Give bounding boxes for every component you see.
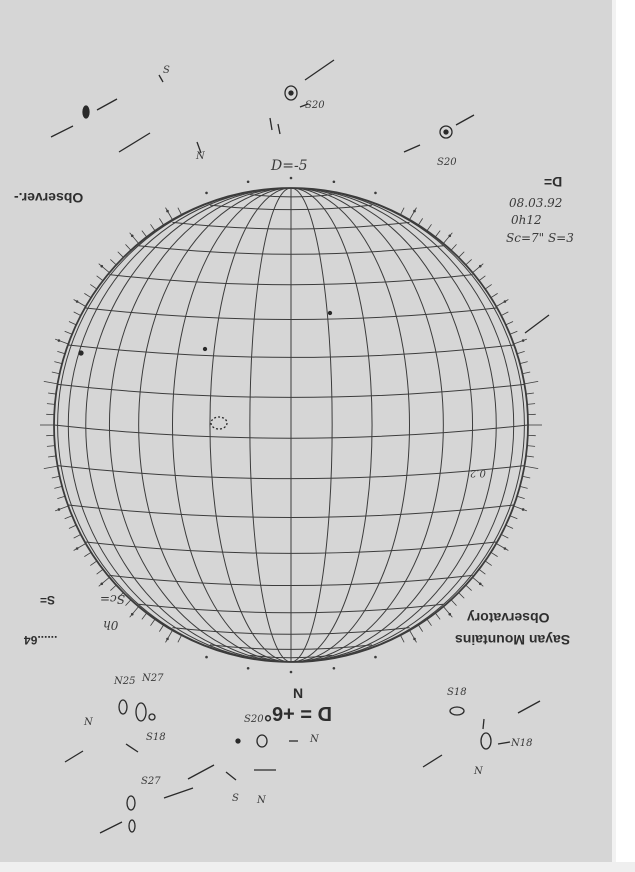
limb-tick bbox=[473, 577, 484, 586]
limb-dot bbox=[100, 582, 103, 585]
limb-dot bbox=[333, 180, 336, 183]
sketch-stroke bbox=[164, 788, 193, 798]
limb-tick bbox=[485, 284, 492, 289]
sketch-stroke bbox=[525, 315, 549, 333]
bottom-pole-n: N bbox=[293, 685, 304, 701]
limb-dot bbox=[448, 234, 451, 237]
limb-tick bbox=[54, 362, 62, 364]
limb-tick bbox=[506, 321, 513, 324]
limb-tick bbox=[47, 446, 55, 447]
limb-tick bbox=[74, 534, 81, 538]
sketch-stroke bbox=[305, 60, 334, 80]
disk-mark bbox=[79, 351, 83, 355]
observation-time: 0h12 bbox=[511, 213, 542, 227]
limb-tick bbox=[459, 593, 465, 599]
sketch-stroke bbox=[456, 115, 474, 125]
longitude-meridian bbox=[291, 188, 496, 662]
sketch-stroke bbox=[498, 742, 510, 744]
label-s5: S bbox=[163, 65, 170, 76]
limb-tick bbox=[52, 476, 60, 478]
sketch-stroke bbox=[65, 751, 83, 762]
limb-tick bbox=[427, 619, 432, 626]
limb-tick bbox=[522, 372, 530, 374]
limb-dot bbox=[290, 177, 293, 180]
limb-dot bbox=[374, 192, 377, 195]
limb-tick bbox=[125, 244, 130, 250]
label-s20-right: S20 bbox=[437, 157, 457, 168]
sc-label: Sc= bbox=[100, 592, 125, 606]
limb-tick bbox=[97, 569, 103, 574]
label-n-top: N bbox=[196, 151, 205, 162]
longitude-meridian bbox=[68, 188, 291, 662]
limb-dot bbox=[205, 192, 208, 195]
longitude-meridian bbox=[109, 188, 291, 662]
bottom-pole-d: D = +6° bbox=[264, 702, 333, 724]
limb-tick bbox=[55, 506, 68, 511]
observatory-line1: Sayan Mountains bbox=[455, 632, 571, 648]
limb-dot bbox=[479, 582, 482, 585]
longitude-meridian bbox=[291, 188, 524, 662]
limb-tick bbox=[527, 404, 535, 405]
sketch-stroke bbox=[483, 719, 484, 729]
limb-tick bbox=[410, 208, 417, 220]
limb-tick bbox=[524, 466, 538, 468]
limb-tick bbox=[496, 544, 508, 551]
limb-tick bbox=[65, 331, 72, 334]
limb-tick bbox=[74, 300, 86, 307]
sketch-stroke bbox=[270, 118, 272, 130]
limb-tick bbox=[55, 339, 68, 344]
limb-tick bbox=[44, 466, 58, 468]
d-label: D= bbox=[544, 174, 563, 190]
sketch-stroke bbox=[97, 99, 117, 110]
label-n27: N27 bbox=[142, 673, 164, 684]
dots-64: ......64 bbox=[24, 633, 58, 647]
longitude-meridian bbox=[250, 188, 291, 662]
limb-tick bbox=[74, 544, 86, 551]
label-s18-right: S18 bbox=[447, 687, 467, 698]
limb-dot bbox=[76, 300, 79, 303]
limb-tick bbox=[520, 486, 528, 488]
limb-tick bbox=[410, 630, 417, 642]
limb-tick bbox=[166, 630, 173, 642]
longitude-meridian bbox=[172, 188, 291, 662]
label-s-small: S bbox=[232, 793, 239, 804]
limb-tick bbox=[514, 339, 527, 344]
limb-dot bbox=[205, 656, 208, 659]
limb-tick bbox=[47, 404, 55, 405]
limb-dot bbox=[166, 638, 169, 641]
label-n25: N25 bbox=[114, 676, 136, 687]
sunspot-sketch bbox=[149, 714, 155, 720]
limb-tick bbox=[443, 607, 452, 618]
limb-dot bbox=[333, 667, 336, 670]
limb-tick bbox=[501, 534, 508, 538]
limb-dot bbox=[100, 265, 103, 268]
disk-mark bbox=[329, 312, 332, 315]
limb-tick bbox=[418, 625, 422, 632]
observation-date: 08.03.92 bbox=[509, 196, 563, 210]
limb-tick bbox=[496, 300, 508, 307]
observation-seeing: Sc=7" S=3 bbox=[506, 231, 574, 245]
limb-tick bbox=[99, 264, 110, 273]
limb-tick bbox=[526, 393, 534, 394]
sketch-stroke bbox=[159, 75, 163, 82]
limb-tick bbox=[159, 625, 163, 632]
limb-tick bbox=[48, 456, 56, 457]
sunspot-sketch bbox=[127, 796, 135, 810]
limb-tick bbox=[74, 312, 81, 316]
limb-tick bbox=[90, 284, 97, 289]
s-eq-label: S= bbox=[40, 593, 56, 607]
limb-tick bbox=[57, 351, 65, 353]
limb-tick bbox=[501, 312, 508, 316]
limb-tick bbox=[491, 293, 498, 297]
longitude-meridian bbox=[291, 188, 372, 662]
limb-dot bbox=[58, 508, 61, 511]
limb-tick bbox=[514, 506, 527, 511]
label-n18: N18 bbox=[511, 738, 533, 749]
limb-dot bbox=[504, 547, 507, 550]
limb-tick bbox=[520, 362, 528, 364]
limb-tick bbox=[118, 252, 124, 258]
limb-tick bbox=[524, 381, 538, 383]
longitude-meridian bbox=[58, 188, 291, 662]
limb-tick bbox=[150, 619, 155, 626]
observer-label: Observer.- bbox=[14, 190, 84, 206]
limb-dot bbox=[522, 339, 525, 342]
limb-tick bbox=[159, 218, 163, 225]
limb-tick bbox=[166, 208, 173, 220]
limb-tick bbox=[84, 293, 91, 297]
label-n-small3: N bbox=[474, 766, 483, 777]
limb-tick bbox=[69, 525, 76, 528]
limb-dot bbox=[479, 265, 482, 268]
sketch-stroke bbox=[226, 772, 236, 780]
limb-dot bbox=[131, 613, 134, 616]
limb-tick bbox=[97, 276, 103, 281]
limb-dot bbox=[131, 234, 134, 237]
limb-dot bbox=[166, 210, 169, 213]
limb-tick bbox=[90, 561, 97, 566]
sunspot-sketch bbox=[444, 130, 448, 134]
limb-tick bbox=[466, 585, 472, 590]
limb-tick bbox=[473, 264, 484, 273]
limb-tick bbox=[54, 486, 62, 488]
longitude-meridian bbox=[291, 188, 410, 662]
longitude-meridian bbox=[291, 188, 514, 662]
limb-tick bbox=[48, 393, 56, 394]
limb-tick bbox=[435, 231, 440, 237]
limb-tick bbox=[150, 224, 155, 231]
sketch-stroke bbox=[119, 133, 150, 152]
limb-tick bbox=[526, 456, 534, 457]
limb-tick bbox=[427, 224, 432, 231]
longitude-meridian bbox=[291, 188, 332, 662]
heliographic-grid bbox=[54, 188, 528, 662]
limb-tick bbox=[142, 613, 147, 619]
label-n-small1: N bbox=[84, 717, 93, 728]
sunspot-sketch bbox=[236, 739, 240, 743]
limb-dot bbox=[247, 180, 250, 183]
sketch-stroke bbox=[126, 744, 138, 752]
limb-tick bbox=[130, 233, 139, 244]
limb-tick bbox=[479, 569, 485, 574]
limb-dot bbox=[413, 210, 416, 213]
limb-dot bbox=[448, 613, 451, 616]
limb-tick bbox=[178, 208, 182, 215]
limb-dot bbox=[374, 656, 377, 659]
limb-tick bbox=[130, 607, 139, 618]
limb-tick bbox=[443, 233, 452, 244]
limb-tick bbox=[400, 208, 404, 215]
limb-tick bbox=[125, 600, 130, 606]
limb-tick bbox=[517, 351, 525, 353]
limb-tick bbox=[510, 331, 517, 334]
sunspot-sketch bbox=[450, 707, 464, 715]
limb-dot bbox=[247, 667, 250, 670]
limb-tick bbox=[517, 496, 525, 498]
limb-tick bbox=[466, 259, 472, 264]
longitude-meridian bbox=[86, 188, 291, 662]
limb-tick bbox=[522, 476, 530, 478]
longitude-meridian bbox=[291, 188, 473, 662]
sunspot-sketch bbox=[83, 106, 89, 118]
limb-tick bbox=[44, 381, 58, 383]
label-n-small2: N bbox=[257, 795, 266, 806]
limb-tick bbox=[491, 552, 498, 556]
sunspot-sketch bbox=[136, 703, 146, 721]
limb-tick bbox=[506, 525, 513, 528]
label-s18-left: S18 bbox=[146, 732, 166, 743]
limb-tick bbox=[479, 276, 485, 281]
limb-tick bbox=[510, 516, 517, 519]
limb-tick bbox=[69, 321, 76, 324]
limb-tick bbox=[178, 635, 182, 642]
limb-dot bbox=[290, 671, 293, 674]
limb-tick bbox=[84, 552, 91, 556]
sketch-stroke bbox=[423, 755, 442, 767]
limb-dot bbox=[504, 300, 507, 303]
sunspot-sketch bbox=[257, 735, 267, 747]
label-s27: S27 bbox=[141, 776, 161, 787]
limb-tick bbox=[65, 516, 72, 519]
longitude-meridian bbox=[210, 188, 291, 662]
disk-mark bbox=[204, 348, 207, 351]
limb-tick bbox=[400, 635, 404, 642]
limb-tick bbox=[451, 600, 456, 606]
sunspot-sketch bbox=[289, 91, 293, 95]
label-zero-mark: 0.2 bbox=[470, 467, 486, 478]
limb-dot bbox=[58, 339, 61, 342]
label-s20-top: S20 bbox=[305, 100, 325, 111]
limb-tick bbox=[142, 231, 147, 237]
sketch-stroke bbox=[188, 765, 214, 779]
sunspot-sketch bbox=[481, 733, 491, 749]
limb-dot bbox=[413, 638, 416, 641]
label-n-bottom: N bbox=[310, 734, 319, 745]
limb-tick bbox=[435, 613, 440, 619]
limb-tick bbox=[110, 585, 116, 590]
limb-dot bbox=[522, 508, 525, 511]
sketch-stroke bbox=[518, 701, 540, 713]
disk-mark bbox=[211, 417, 227, 429]
sketch-stroke bbox=[278, 124, 280, 134]
limb-tick bbox=[52, 372, 60, 374]
observatory-line2: Observatory bbox=[467, 610, 550, 626]
sunspot-sketch bbox=[129, 820, 135, 832]
sunspot-sketch bbox=[119, 700, 127, 714]
limb-tick bbox=[451, 244, 456, 250]
limb-tick bbox=[485, 561, 492, 566]
label-s20-bottom: S20 bbox=[244, 714, 264, 725]
limb-tick bbox=[527, 446, 535, 447]
sketch-stroke bbox=[100, 822, 122, 833]
limb-tick bbox=[418, 218, 422, 225]
limb-tick bbox=[459, 252, 465, 258]
top-pole-label: D=-5 bbox=[271, 158, 308, 174]
limb-tick bbox=[99, 577, 110, 586]
sketch-stroke bbox=[51, 126, 73, 137]
limb-dot bbox=[76, 547, 79, 550]
limb-tick bbox=[57, 496, 65, 498]
time-placeholder: 0h bbox=[103, 618, 119, 632]
sketch-stroke bbox=[404, 145, 420, 152]
limb-tick bbox=[110, 259, 116, 264]
